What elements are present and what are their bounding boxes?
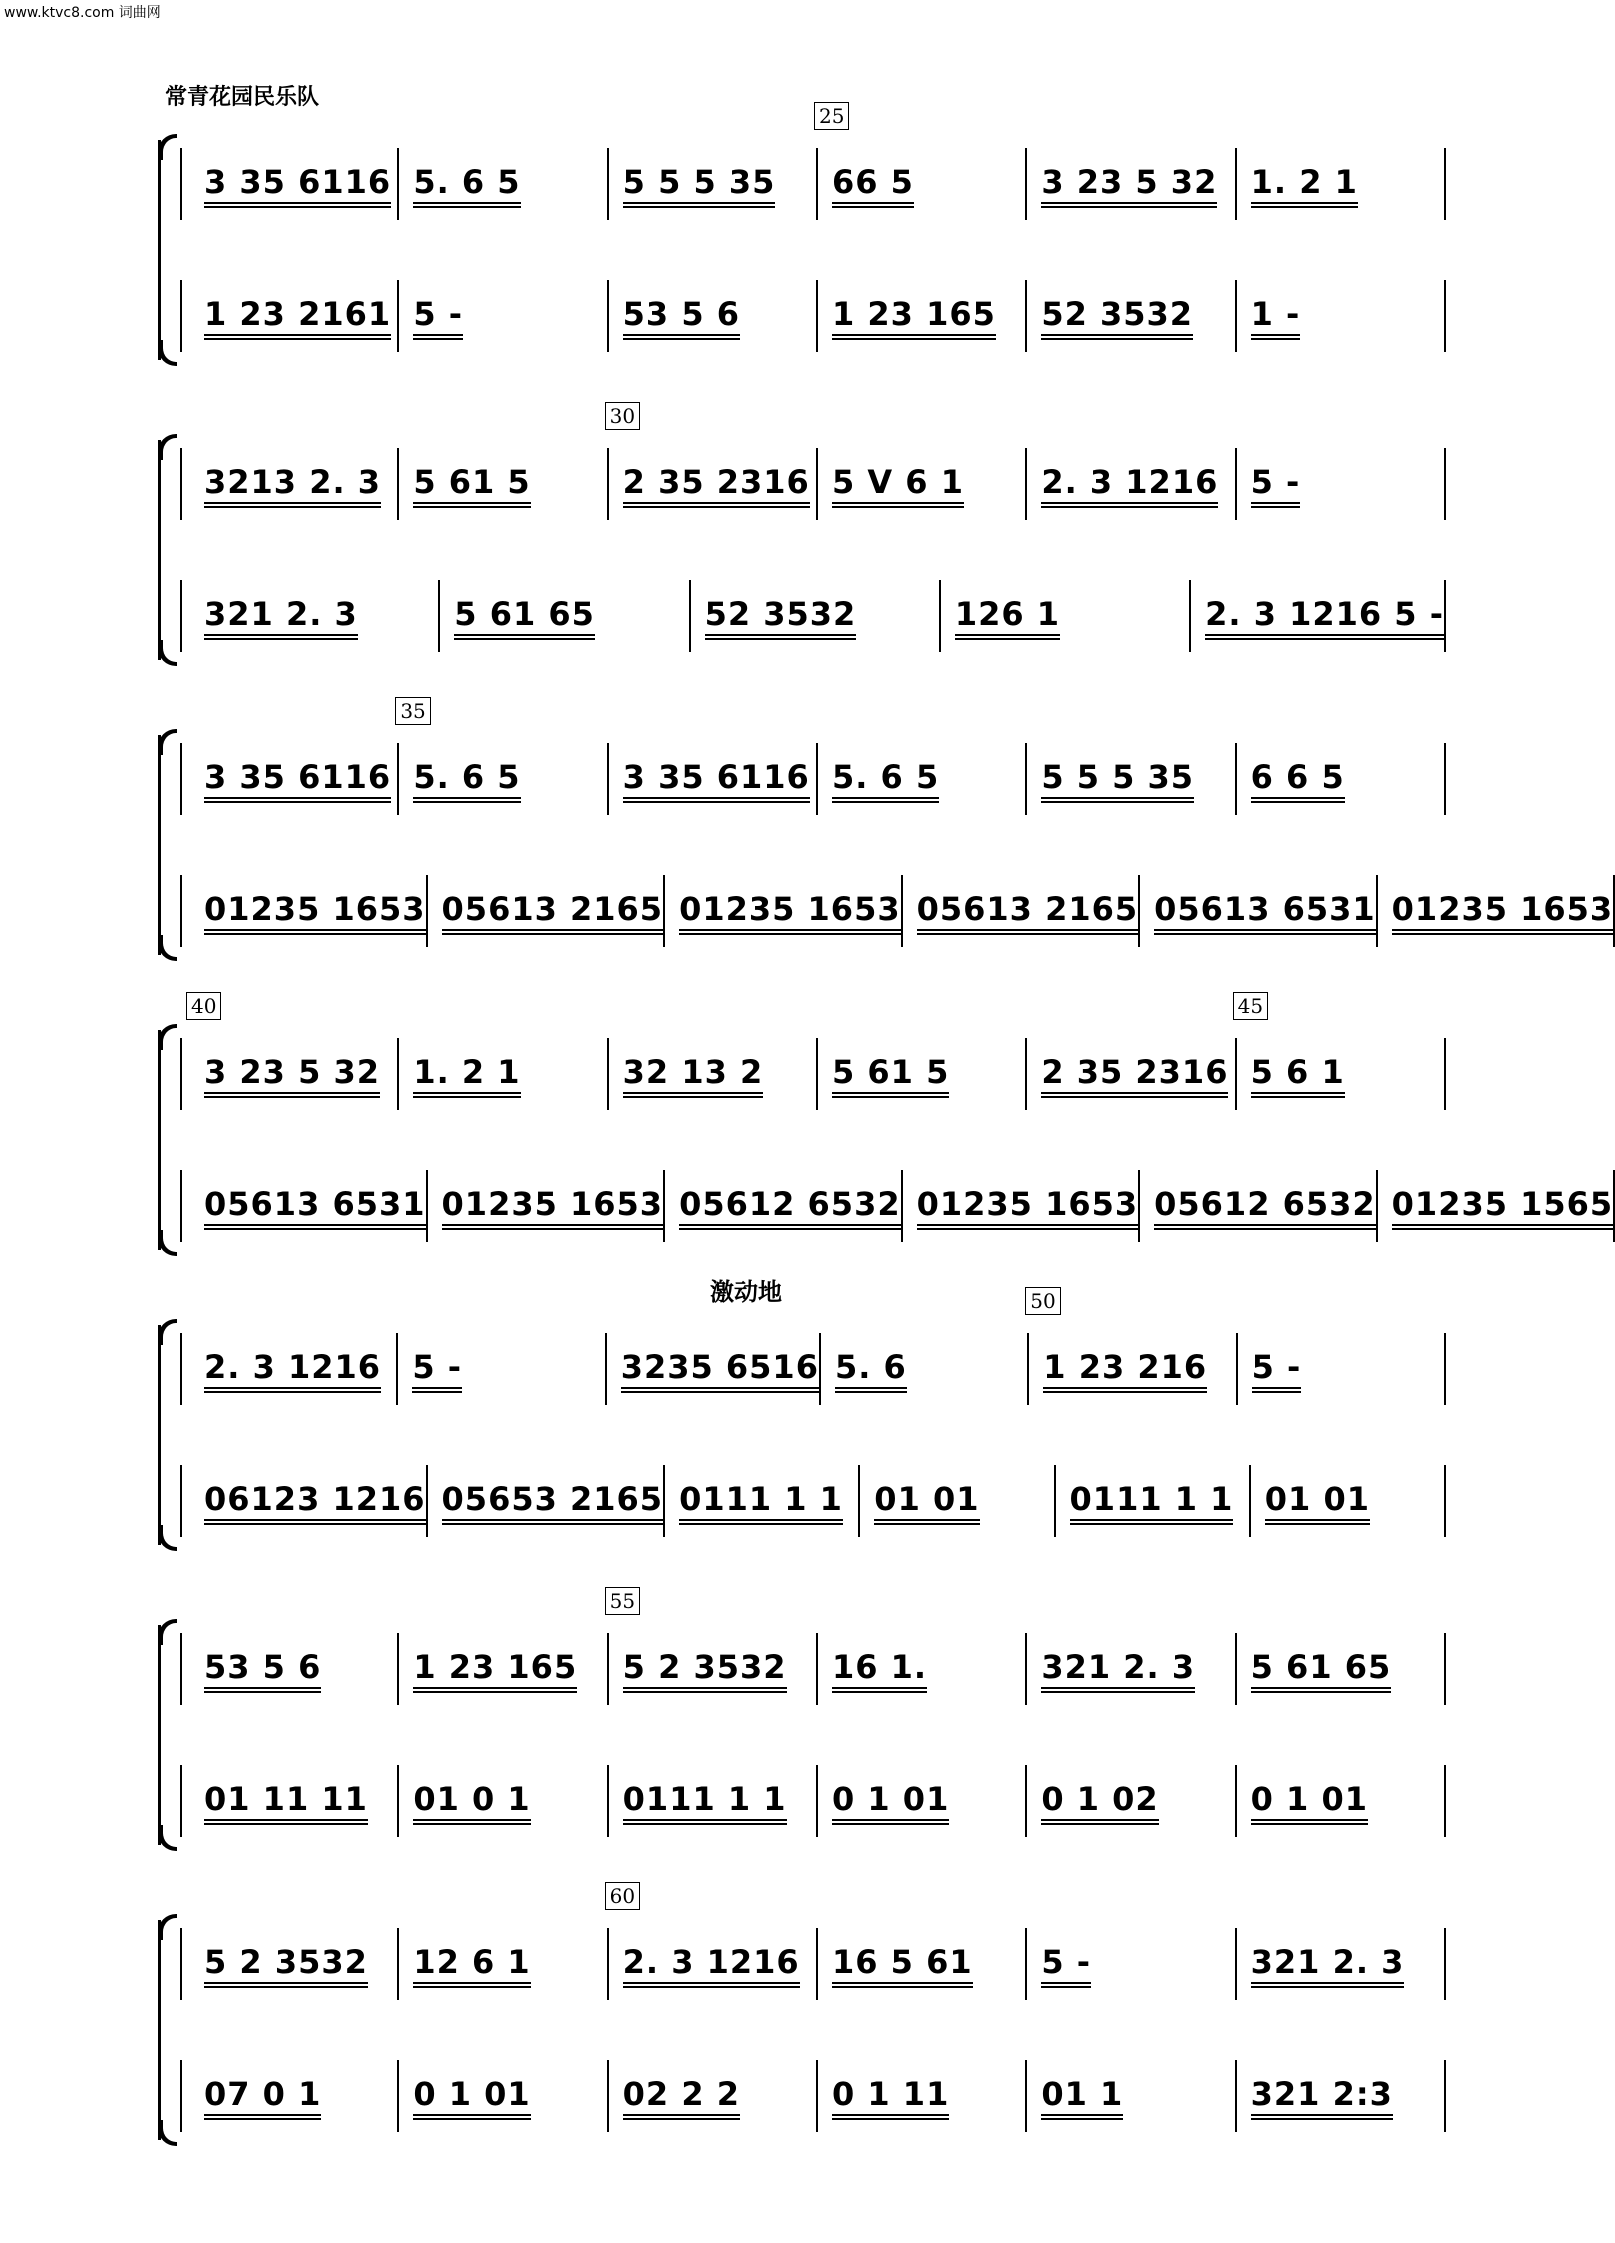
note-group: 5 5 5 35 — [1041, 759, 1194, 799]
note-group: 3235 6516 — [621, 1349, 819, 1389]
measure — [1027, 280, 1236, 352]
lower-staff — [180, 875, 1614, 947]
note-group: 5 61 5 — [413, 464, 530, 504]
score-system — [150, 699, 1614, 955]
measure — [190, 580, 440, 652]
note-group: 5 - — [412, 1349, 462, 1389]
upper-staff — [180, 1884, 1446, 2000]
measure — [428, 1465, 666, 1537]
measure-number: 25 — [814, 102, 849, 130]
note-group: 5 61 65 — [454, 596, 595, 636]
note-group: 1 23 2161 — [204, 296, 391, 336]
measure — [1237, 743, 1446, 815]
note-group: 0 1 01 — [413, 2076, 530, 2116]
score-system — [150, 404, 1446, 660]
note-group: 3 23 5 32 — [1041, 164, 1217, 204]
note-group: 52 3532 — [705, 596, 857, 636]
measure — [818, 280, 1027, 352]
measure — [190, 1170, 428, 1242]
system-brace-bottom — [158, 640, 177, 666]
measure-number: 30 — [605, 402, 640, 430]
staff-start-barline — [180, 148, 182, 220]
note-group: 5. 6 5 — [413, 164, 520, 204]
measure — [821, 1333, 1029, 1405]
staff-start-barline — [180, 1765, 182, 1837]
note-group: 12 6 1 — [413, 1944, 530, 1984]
note-group: 05653 2165 — [442, 1481, 664, 1521]
lower-staff — [180, 1465, 1446, 1537]
note-group: 2. 3 1216 5 - — [1205, 596, 1444, 636]
system-brace-bottom — [158, 340, 177, 366]
note-group: 16 1. — [832, 1649, 927, 1689]
measure — [190, 1765, 399, 1837]
note-group: 3 35 6116 — [204, 759, 391, 799]
expression-mark: 激动地 — [710, 1277, 782, 1306]
note-group: 0 1 01 — [832, 1781, 949, 1821]
note-group: 3 23 5 32 — [204, 1054, 380, 1094]
note-group: 5 - — [413, 296, 463, 336]
measure-row — [190, 2060, 1446, 2132]
measure — [609, 743, 818, 815]
note-group: 01235 1653 — [204, 891, 426, 931]
system-brace-top — [158, 1024, 177, 1050]
note-group: 53 5 6 — [204, 1649, 321, 1689]
staff-start-barline — [180, 1633, 182, 1705]
measure — [609, 1589, 818, 1705]
score-system — [150, 1589, 1446, 1845]
note-group: 5 - — [1041, 1944, 1091, 1984]
staff-start-barline — [180, 1170, 182, 1242]
note-group: 05612 6532 — [679, 1186, 901, 1226]
score-system — [150, 994, 1614, 1250]
measure — [1251, 1465, 1446, 1537]
note-group: 321 2. 3 — [1041, 1649, 1195, 1689]
system-brace — [158, 1030, 161, 1250]
measure — [1140, 1170, 1378, 1242]
measure — [399, 699, 608, 815]
measure-number: 35 — [395, 697, 430, 725]
note-group: 5 V 6 1 — [832, 464, 964, 504]
note-group: 0 1 01 — [1251, 1781, 1368, 1821]
measure — [190, 1928, 399, 2000]
measure — [190, 875, 428, 947]
measure — [818, 1765, 1027, 1837]
system-brace-top — [158, 434, 177, 460]
note-group: 05613 2165 — [917, 891, 1139, 931]
staff-start-barline — [180, 1038, 182, 1110]
note-group: 01 01 — [874, 1481, 979, 1521]
upper-staff — [180, 104, 1446, 220]
upper-staff — [180, 1589, 1446, 1705]
note-group: 0111 1 1 — [1070, 1481, 1234, 1521]
measure — [1027, 1765, 1236, 1837]
note-group: 0 1 11 — [832, 2076, 949, 2116]
measure — [1027, 1038, 1236, 1110]
note-group: 01235 1653 — [442, 1186, 664, 1226]
measure — [190, 448, 399, 520]
measure — [818, 1038, 1027, 1110]
upper-staff — [180, 699, 1446, 815]
note-group: 53 5 6 — [623, 296, 740, 336]
measure — [1237, 448, 1446, 520]
measure — [398, 1333, 606, 1405]
note-group: 01 0 1 — [413, 1781, 530, 1821]
note-group: 01235 1565 — [1392, 1186, 1614, 1226]
measure — [190, 1465, 428, 1537]
system-brace-top — [158, 1914, 177, 1940]
measure-row — [190, 104, 1446, 220]
system-brace-bottom — [158, 935, 177, 961]
note-group: 05613 6531 — [1154, 891, 1376, 931]
measure — [399, 1633, 608, 1705]
measure — [903, 875, 1141, 947]
staff-start-barline — [180, 1465, 182, 1537]
note-group: 05612 6532 — [1154, 1186, 1376, 1226]
note-group: 5 61 5 — [832, 1054, 949, 1094]
note-group: 01235 1653 — [917, 1186, 1139, 1226]
measure — [399, 280, 608, 352]
system-brace-top — [158, 1619, 177, 1645]
measure — [818, 104, 1027, 220]
measure — [1237, 1928, 1446, 2000]
score-system — [150, 104, 1446, 360]
note-group: 05613 6531 — [204, 1186, 426, 1226]
measure — [1237, 994, 1446, 1110]
measure-row — [190, 1465, 1446, 1537]
upper-staff — [180, 404, 1446, 520]
note-group: 5 2 3532 — [623, 1649, 787, 1689]
note-group: 126 1 — [955, 596, 1060, 636]
measure — [190, 148, 399, 220]
measure — [1237, 280, 1446, 352]
note-group: 05613 2165 — [442, 891, 664, 931]
measure — [1027, 2060, 1236, 2132]
measure — [399, 148, 608, 220]
staff-start-barline — [180, 280, 182, 352]
measure-row — [190, 699, 1446, 815]
staff-start-barline — [180, 875, 182, 947]
system-brace-bottom — [158, 1525, 177, 1551]
lower-staff — [180, 2060, 1446, 2132]
measure — [399, 448, 608, 520]
measure-row — [190, 1765, 1446, 1837]
measure-row — [190, 1589, 1446, 1705]
measure — [190, 994, 399, 1110]
measure — [609, 280, 818, 352]
measure — [440, 580, 690, 652]
note-group: 1. 2 1 — [413, 1054, 520, 1094]
measure — [428, 1170, 666, 1242]
measure-row — [190, 1884, 1446, 2000]
measure — [1056, 1465, 1251, 1537]
note-group: 2 35 2316 — [623, 464, 810, 504]
measure — [1378, 875, 1615, 947]
measure — [1029, 1289, 1237, 1405]
measure — [818, 1928, 1027, 2000]
measure — [399, 1038, 608, 1110]
note-group: 1 23 165 — [413, 1649, 577, 1689]
measure-row — [190, 1170, 1614, 1242]
measure — [190, 280, 399, 352]
measure-row — [190, 280, 1446, 352]
measure-number: 55 — [605, 1587, 640, 1615]
note-group: 5 - — [1252, 1349, 1302, 1389]
note-group: 01235 1653 — [1392, 891, 1614, 931]
measure — [818, 2060, 1027, 2132]
measure — [190, 1333, 398, 1405]
system-brace-bottom — [158, 1230, 177, 1256]
system-brace — [158, 140, 161, 360]
measure — [190, 2060, 399, 2132]
measure — [1237, 1765, 1446, 1837]
measure — [1140, 875, 1378, 947]
note-group: 32 13 2 — [623, 1054, 764, 1094]
measure-row — [190, 994, 1446, 1110]
measure-number: 40 — [186, 992, 221, 1020]
system-brace — [158, 1920, 161, 2140]
note-group: 1 - — [1251, 296, 1301, 336]
note-group: 5 5 5 35 — [623, 164, 776, 204]
note-group: 321 2:3 — [1251, 2076, 1393, 2116]
note-group: 01 1 — [1041, 2076, 1123, 2116]
note-group: 0111 1 1 — [679, 1481, 843, 1521]
note-group: 5. 6 5 — [413, 759, 520, 799]
staff-start-barline — [180, 743, 182, 815]
measure — [609, 1884, 818, 2000]
note-group: 16 5 61 — [832, 1944, 973, 1984]
measure — [1027, 448, 1236, 520]
measure — [818, 1633, 1027, 1705]
note-group: 5 2 3532 — [204, 1944, 368, 1984]
note-group: 5 6 1 — [1251, 1054, 1345, 1094]
measure — [190, 743, 399, 815]
measure — [609, 2060, 818, 2132]
measure — [399, 1928, 608, 2000]
measure — [903, 1170, 1141, 1242]
note-group: 2 35 2316 — [1041, 1054, 1228, 1094]
system-brace-top — [158, 1319, 177, 1345]
measure-number: 50 — [1025, 1287, 1060, 1315]
note-group: 01 01 — [1265, 1481, 1370, 1521]
band-title: 常青花园民乐队 — [165, 84, 320, 110]
note-group: 3 35 6116 — [623, 759, 810, 799]
note-group: 321 2. 3 — [1251, 1944, 1405, 1984]
note-group: 01235 1653 — [679, 891, 901, 931]
measure-number: 60 — [605, 1882, 640, 1910]
note-group: 5 - — [1251, 464, 1301, 504]
note-group: 321 2. 3 — [204, 596, 358, 636]
measure — [1237, 1633, 1446, 1705]
note-group: 1 23 165 — [832, 296, 996, 336]
note-group: 5 61 65 — [1251, 1649, 1392, 1689]
lower-staff — [180, 280, 1446, 352]
note-group: 2. 3 1216 — [204, 1349, 381, 1389]
note-group: 07 0 1 — [204, 2076, 321, 2116]
note-group: 1. 2 1 — [1251, 164, 1358, 204]
lower-staff — [180, 1765, 1446, 1837]
measure — [1027, 148, 1236, 220]
staff-start-barline — [180, 1928, 182, 2000]
note-group: 01 11 11 — [204, 1781, 368, 1821]
note-group: 2. 3 1216 — [1041, 464, 1218, 504]
measure — [1191, 580, 1446, 652]
system-brace — [158, 1625, 161, 1845]
measure — [1237, 148, 1446, 220]
note-group: 02 2 2 — [623, 2076, 740, 2116]
measure — [399, 1765, 608, 1837]
measure — [607, 1333, 821, 1405]
measure — [691, 580, 941, 652]
measure — [428, 875, 666, 947]
measure — [1027, 1633, 1236, 1705]
note-group: 2. 3 1216 — [623, 1944, 800, 1984]
system-brace — [158, 440, 161, 660]
note-group: 3213 2. 3 — [204, 464, 381, 504]
measure — [1027, 743, 1236, 815]
measure — [860, 1465, 1055, 1537]
site-header: www.ktvc8.com 词曲网 — [4, 5, 161, 21]
measure — [941, 580, 1191, 652]
measure — [609, 1765, 818, 1837]
measure — [1238, 1333, 1446, 1405]
note-group: 06123 1216 — [204, 1481, 426, 1521]
system-brace — [158, 1325, 161, 1545]
note-group: 6 6 5 — [1251, 759, 1345, 799]
measure — [609, 404, 818, 520]
measure — [818, 743, 1027, 815]
measure-row — [190, 875, 1614, 947]
system-brace — [158, 735, 161, 955]
staff-start-barline — [180, 1333, 182, 1405]
upper-staff — [180, 994, 1446, 1110]
measure — [609, 1038, 818, 1110]
measure — [665, 1170, 903, 1242]
score-system — [150, 1884, 1446, 2140]
note-group: 5. 6 5 — [832, 759, 939, 799]
note-group: 66 5 — [832, 164, 914, 204]
measure — [1378, 1170, 1615, 1242]
note-group: 52 3532 — [1041, 296, 1193, 336]
lower-staff — [180, 580, 1446, 652]
measure-row — [190, 404, 1446, 520]
system-brace-top — [158, 729, 177, 755]
staff-start-barline — [180, 580, 182, 652]
staff-start-barline — [180, 448, 182, 520]
measure-row — [190, 580, 1446, 652]
measure — [665, 1465, 860, 1537]
system-brace-bottom — [158, 2120, 177, 2146]
system-brace-bottom — [158, 1825, 177, 1851]
note-group: 0111 1 1 — [623, 1781, 787, 1821]
note-group: 5. 6 — [835, 1349, 907, 1389]
measure — [665, 875, 903, 947]
measure — [1237, 2060, 1446, 2132]
measure — [818, 448, 1027, 520]
system-brace-top — [158, 134, 177, 160]
note-group: 0 1 02 — [1041, 1781, 1158, 1821]
staff-start-barline — [180, 2060, 182, 2132]
measure — [609, 148, 818, 220]
lower-staff — [180, 1170, 1614, 1242]
note-group: 1 23 216 — [1043, 1349, 1207, 1389]
measure — [1027, 1928, 1236, 2000]
measure — [190, 1633, 399, 1705]
note-group: 3 35 6116 — [204, 164, 391, 204]
measure-number: 45 — [1233, 992, 1268, 1020]
measure — [399, 2060, 608, 2132]
